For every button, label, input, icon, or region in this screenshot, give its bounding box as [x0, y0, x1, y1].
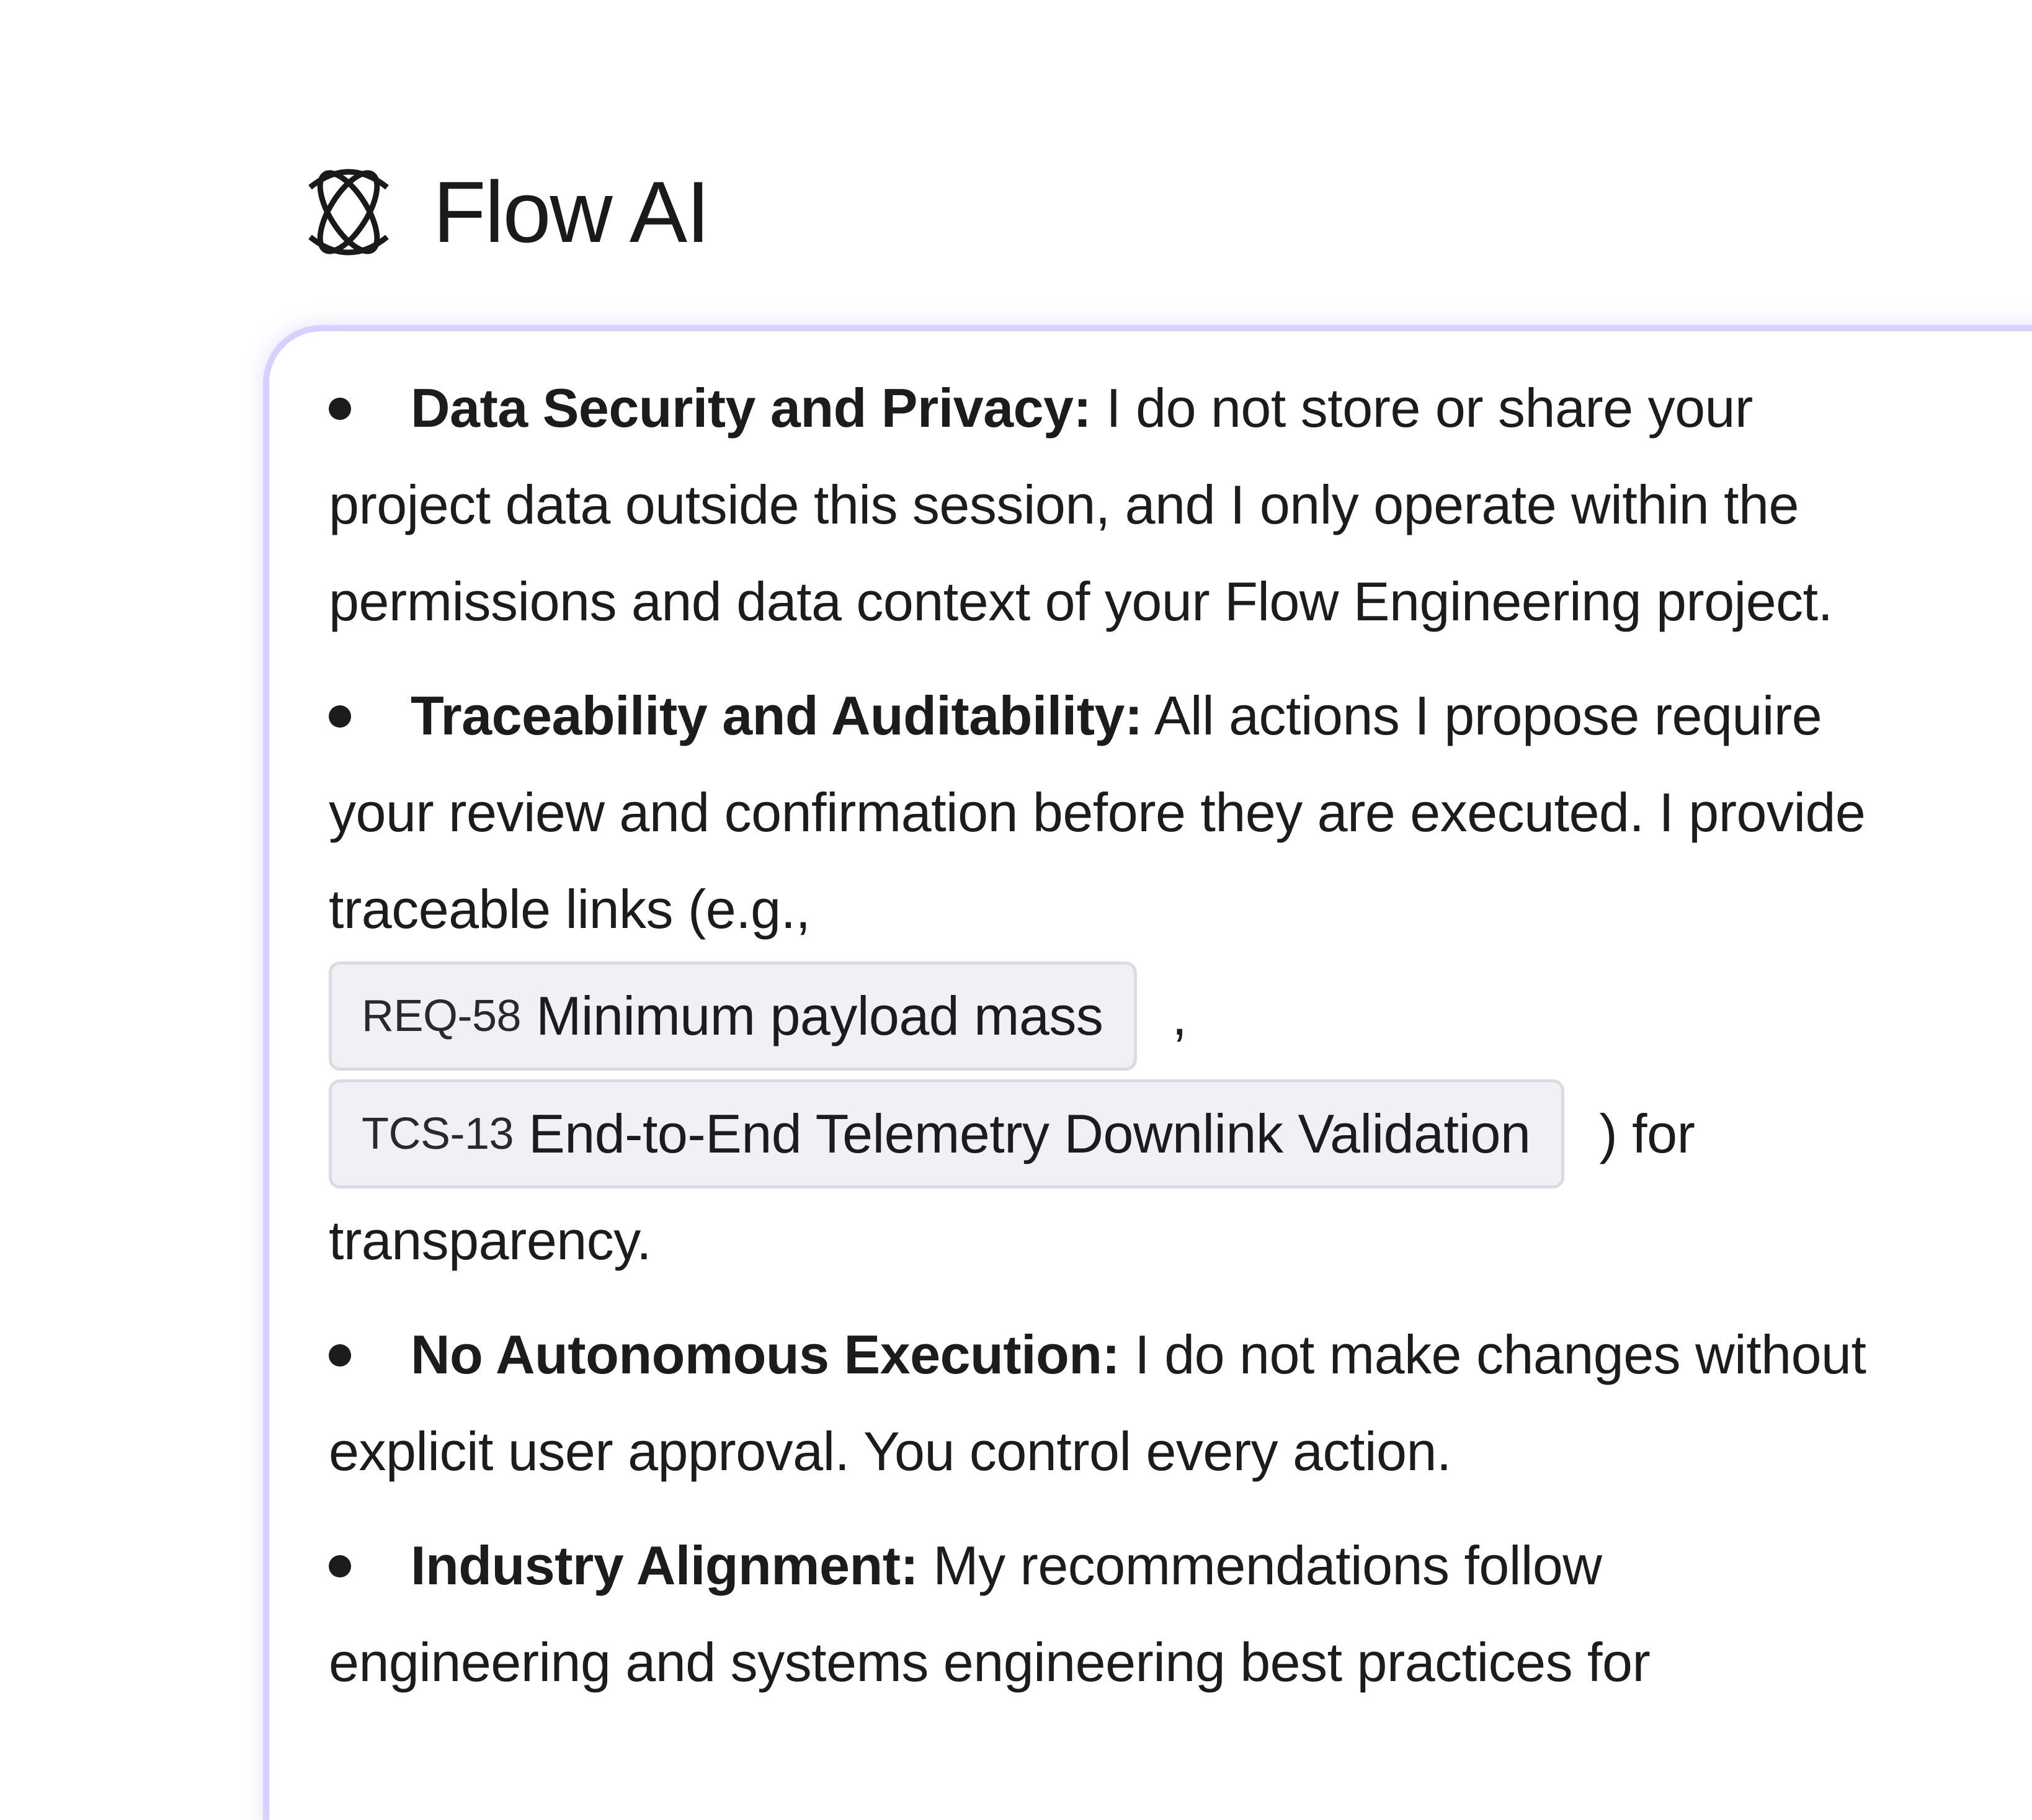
app-title: Flow AI	[433, 163, 710, 261]
chip-title: End-to-End Telemetry Downlink Validation	[528, 1103, 1531, 1164]
chip-separator: ,	[1172, 985, 1187, 1046]
item-text: I do not store or share your project data outside this session, and I only operate within the permissions and data context of your Flow Engineering project.	[329, 377, 1833, 632]
item-heading: Industry Alignment:	[411, 1535, 919, 1596]
list-item-data-security	[329, 360, 1892, 650]
chat-header	[298, 163, 709, 262]
list-item-traceability	[329, 667, 1892, 1289]
chip-title: Minimum payload mass	[536, 985, 1103, 1046]
bullet-icon	[329, 1555, 351, 1577]
item-text: My recommendations follow engineering and systems engineering best practices for	[329, 1535, 1651, 1693]
chip-line	[329, 1076, 1892, 1192]
message-content	[329, 360, 1892, 1728]
chip-line	[329, 958, 1892, 1074]
chip-id: REQ-58	[362, 991, 522, 1041]
bullet-icon	[329, 398, 351, 420]
item-heading: Traceability and Auditability:	[411, 685, 1143, 746]
list-item-no-autonomous-execution	[329, 1306, 1892, 1500]
item-heading: No Autonomous Execution:	[411, 1324, 1120, 1385]
item-text-after: transparency.	[329, 1210, 652, 1271]
chip-separator: ) for	[1599, 1103, 1695, 1164]
item-heading: Data Security and Privacy:	[411, 377, 1092, 439]
requirement-link-chip[interactable]	[329, 961, 1137, 1071]
item-text: All actions I propose require your review and confirmation before they are executed. I provide traceable links (e.g.,	[329, 685, 1866, 940]
test-case-link-chip[interactable]	[329, 1079, 1564, 1189]
bullet-icon	[329, 1344, 351, 1367]
list-item-industry-alignment	[329, 1517, 1892, 1711]
assistant-message-panel	[269, 331, 2032, 1820]
flow-logo-icon	[298, 163, 399, 262]
item-text: I do not make changes without explicit user approval. You control every action.	[329, 1324, 1866, 1482]
chip-id: TCS-13	[362, 1109, 514, 1159]
bullet-icon	[329, 705, 351, 728]
